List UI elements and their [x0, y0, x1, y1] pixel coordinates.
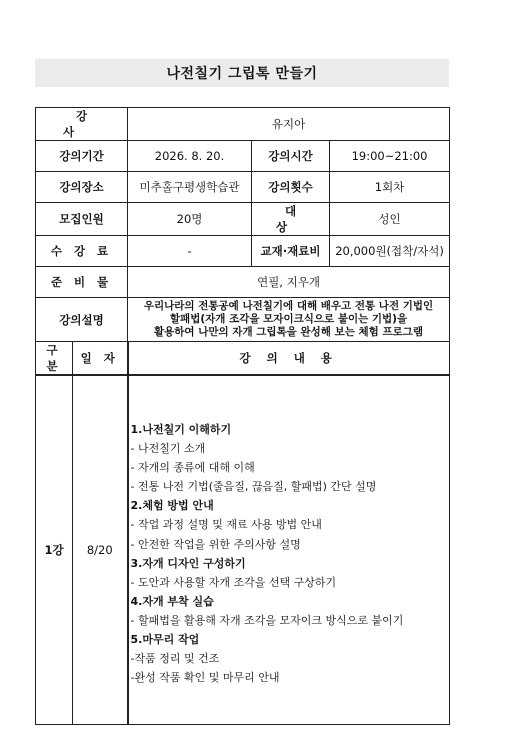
lecture-content — [128, 375, 450, 724]
desc-line: 우리나라의 전통공예 나전칠기에 대해 배우고 전통 나전 기법인 — [143, 300, 434, 312]
content-item: - 작업 과정 설명 및 재료 사용 방법 안내 — [130, 518, 322, 532]
fee-label: 수 강 료 — [36, 236, 128, 267]
content-item: -작품 정리 및 건조 — [130, 652, 220, 666]
capacity-label: 모집인원 — [36, 203, 128, 236]
period-value: 2026. 8. 20. — [128, 141, 252, 172]
date-cell: 8/20 — [73, 375, 128, 724]
count-value: 1회차 — [330, 172, 450, 203]
count-label: 강의횟수 — [252, 172, 330, 203]
section-cell: 1강 — [36, 375, 73, 724]
target-label: 대 상 — [252, 203, 330, 236]
content-col-header: 강 의 내 용 — [128, 342, 450, 376]
prep-label: 준 비 물 — [36, 267, 128, 298]
section-col-header: 구 분 — [36, 342, 73, 376]
desc-label: 강의설명 — [36, 298, 128, 342]
content-item: - 나전칠기 소개 — [130, 442, 206, 456]
material-value: 20,000원(접착/자석) — [330, 236, 450, 267]
target-value: 성인 — [330, 203, 450, 236]
content-item: -완성 작품 확인 및 마무리 안내 — [130, 671, 280, 685]
content-item: - 안전한 작업을 위한 주의사항 설명 — [130, 537, 301, 551]
course-description — [128, 298, 450, 342]
date-col-header: 일 자 — [73, 342, 128, 376]
place-label: 강의장소 — [36, 172, 128, 203]
fee-value: - — [128, 236, 252, 267]
content-item: - 도안과 사용할 자개 조각을 선택 구상하기 — [130, 575, 337, 589]
desc-line: 활용하여 나만의 자개 그립톡을 완성해 보는 체험 프로그램 — [154, 326, 424, 338]
prep-value: 연필, 지우개 — [128, 267, 450, 298]
content-heading: 1.나전칠기 이해하기 — [130, 423, 232, 436]
desc-line: 할패법(자개 조각을 모자이크식으로 붙이는 기법)을 — [169, 313, 408, 325]
content-heading: 5.마무리 작업 — [130, 633, 200, 647]
instructor-value: 유지아 — [128, 108, 450, 141]
content-item: - 전통 나전 기법(줄음질, 끊음질, 할패법) 간단 설명 — [130, 480, 377, 494]
instructor-label: 강 사 — [36, 108, 128, 141]
content-item: - 할패법을 활용해 자개 조각을 모자이크 방식으로 붙이기 — [130, 613, 404, 627]
capacity-value: 20명 — [128, 203, 252, 236]
content-heading: 4.자개 부착 실습 — [130, 594, 214, 608]
content-item: - 자개의 종류에 대해 이해 — [130, 461, 255, 475]
content-heading: 3.자개 디자인 구성하기 — [130, 556, 246, 570]
document-title: 나전칠기 그립톡 만들기 — [35, 59, 449, 87]
material-label: 교재·재료비 — [252, 236, 330, 267]
content-heading: 2.체험 방법 안내 — [130, 499, 214, 513]
place-value: 미추홀구평생학습관 — [128, 172, 252, 203]
time-value: 19:00~21:00 — [330, 141, 450, 172]
time-label: 강의시간 — [252, 141, 330, 172]
period-label: 강의기간 — [36, 141, 128, 172]
course-info-table — [35, 107, 450, 725]
